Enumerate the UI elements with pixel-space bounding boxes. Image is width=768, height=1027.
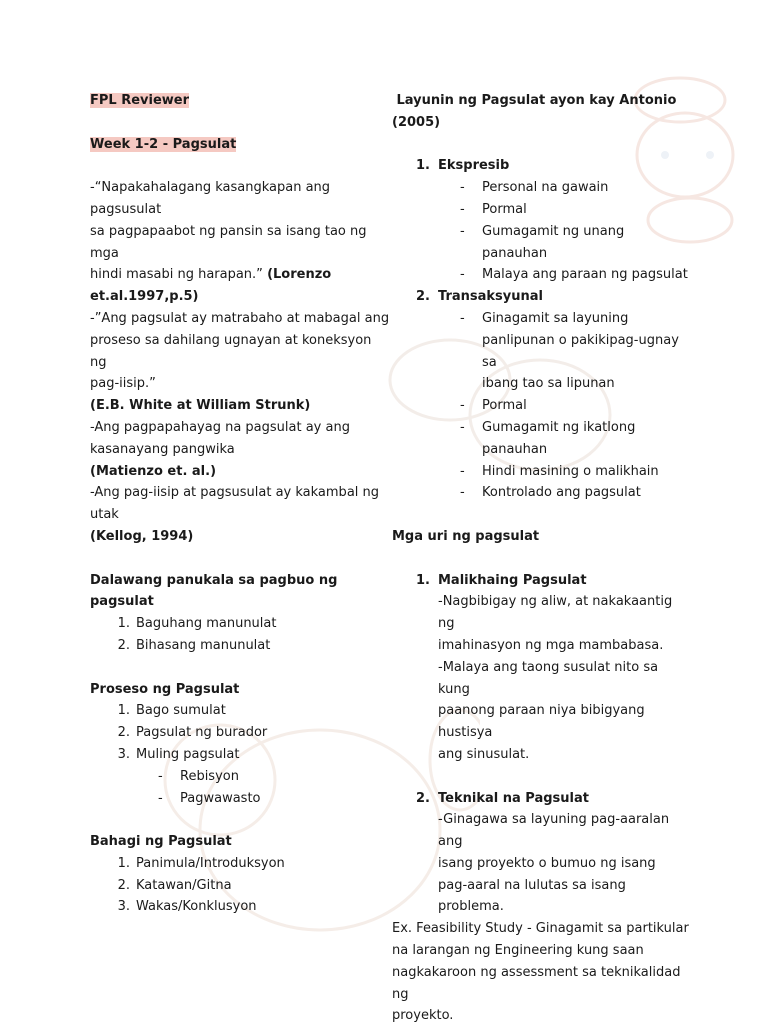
example-paragraph: Ex. Feasibility Study - Ginagamit sa partikular na larangan ng Engineering kung saan nagkakaroon ng assessment sa teknikalidad ng proyekto.	[392, 921, 689, 1024]
quote-line: -Ang pag-iisip at pagsusulat ay kakambal ng	[90, 485, 380, 501]
doc-title: FPL Reviewer	[90, 93, 190, 108]
list-item: 2. Transaksyunal	[416, 289, 543, 305]
list-item: - Pormal	[460, 201, 527, 217]
uri-list-2	[392, 788, 692, 810]
list-item: - Pormal	[460, 398, 527, 414]
layunin-heading-year: (2005)	[392, 114, 441, 130]
list-item: - Malaya ang paraan ng pagsulat	[460, 267, 688, 283]
list-item: - Gumagamit ng ikatlong panauhan	[460, 419, 636, 457]
week-heading: Week 1-2 - Pagsulat	[90, 136, 237, 152]
layunin-list	[392, 155, 692, 177]
teknikal-description: -Ginagawa sa layuning pag-aaralan ang isang proyekto o bumuo ng isang pag-aaral na lulutas sa isang problema.	[438, 812, 670, 915]
quote-matienzo	[90, 417, 390, 482]
list-item: - Pagwawasto	[158, 790, 261, 806]
list-item: 1. Baguhang manunulat	[117, 616, 277, 632]
quote-line: kasanayang pangwika	[90, 441, 235, 457]
quote-citation: et.al.1997,p.5)	[90, 289, 199, 305]
quote-line: proseso sa dahilang ugnayan at koneksyon ng	[90, 332, 372, 370]
panukala-heading: Dalawang panukala sa pagbuo ng pagsulat	[90, 572, 338, 610]
list-item: 3. Wakas/Konklusyon	[117, 899, 257, 915]
malikhain-description: -Nagbibigay ng aliw, at nakakaantig ng imahinasyon ng mga mambabasa. -Malaya ang taong susulat nito sa kung paanong paraan niya bibigyang hustisya ang sinusulat.	[438, 594, 673, 762]
quote-kellog	[90, 482, 390, 547]
right-column	[392, 90, 692, 1027]
transaksyunal-sublist	[392, 308, 692, 504]
left-column	[90, 90, 390, 918]
quote-citation: (Kellog, 1994)	[90, 528, 194, 544]
list-item: 1. Malikhaing Pagsulat	[416, 572, 587, 588]
quote-line: utak	[90, 507, 119, 523]
list-item: - Gumagamit ng unang panauhan	[460, 223, 625, 261]
list-item: 3. Muling pagsulat	[117, 746, 240, 762]
list-item: - Rebisyon	[158, 768, 239, 784]
layunin-list-2	[392, 286, 692, 308]
quote-line: -Ang pagpapahayag na pagsulat ay ang	[90, 419, 350, 435]
quote-white-strunk	[90, 308, 390, 417]
panukala-list	[90, 613, 390, 657]
bahagi-list	[90, 853, 390, 918]
list-item: 2. Teknikal na Pagsulat	[416, 790, 589, 806]
quote-line: pag-iisip.”	[90, 376, 156, 392]
uri-list	[392, 570, 692, 592]
list-item: - Hindi masining o malikhain	[460, 463, 659, 479]
proseso-sublist	[90, 766, 390, 810]
quote-citation: (Lorenzo	[267, 267, 332, 283]
quote-citation: (E.B. White at William Strunk)	[90, 398, 311, 414]
quote-lorenzo	[90, 177, 390, 308]
quote-line: hindi masabi ng harapan.”	[90, 267, 268, 283]
quote-line: -“Napakahalagang kasangkapan ang pagsusulat	[90, 180, 331, 217]
ekspresib-sublist	[392, 177, 692, 286]
list-item: 1. Ekspresib	[416, 158, 510, 174]
mga-uri-heading: Mga uri ng pagsulat	[392, 528, 540, 544]
list-item: - Personal na gawain	[460, 180, 609, 196]
quote-line: sa pagpapaabot ng pansin sa isang tao ng mga	[90, 223, 367, 261]
proseso-list	[90, 700, 390, 765]
quote-line: -”Ang pagsulat ay matrabaho at mabagal ang	[90, 310, 390, 326]
list-item: 2. Katawan/Gitna	[117, 877, 232, 893]
quote-citation: (Matienzo et. al.)	[90, 463, 217, 479]
list-item: 2. Bihasang manunulat	[117, 637, 271, 653]
layunin-heading: Layunin ng Pagsulat ayon kay Antonio	[392, 93, 677, 108]
list-item: 1. Bago sumulat	[117, 703, 226, 719]
bahagi-heading: Bahagi ng Pagsulat	[90, 834, 232, 850]
list-item: - Kontrolado ang pagsulat	[460, 485, 641, 501]
list-item: - Ginagamit sa layuning panlipunan o pakikipag-ugnay sa ibang tao sa lipunan	[460, 310, 679, 392]
list-item: 1. Panimula/Introduksyon	[117, 855, 285, 871]
proseso-heading: Proseso ng Pagsulat	[90, 681, 240, 697]
list-item: 2. Pagsulat ng burador	[117, 725, 268, 741]
